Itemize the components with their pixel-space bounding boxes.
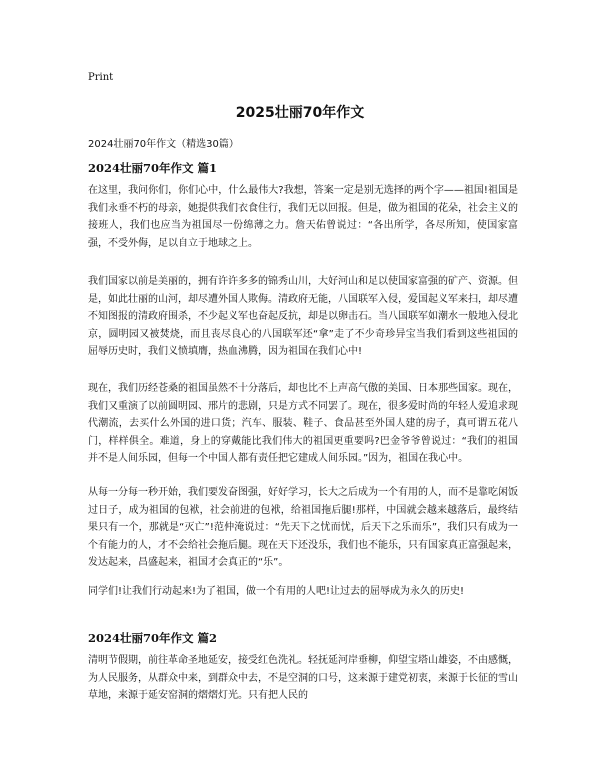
document-title: 2025壮丽70年作文: [235, 105, 365, 121]
paragraph: 清明节假期，前往革命圣地延安，接受红色洗礼。轻抚延河岸垂柳，仰望宝塔山雄姿，不由感慨，为人民服务，从群众中来，到群众中去，不是空洞的口号，这来源于建党初衷，来源于长征的雪山草地，来源于延安窑洞的熠熠灯光。只有把人民的: [88, 655, 518, 701]
print-link[interactable]: Print: [88, 72, 114, 83]
paragraph: 我们国家以前是美丽的，拥有许许多多的锦秀山川，大好河山和足以使国家富强的矿产、资源。但是，如此壮丽的山河，却尽遭外国人欺侮。清政府无能，八国联军入侵，爱国起义军来扫，却尽遭不知图报的清政府围杀，不少起义军也奋起反抗，却是以卵击石。当八国联军如潮水一般地入侵北京，圆明园又被焚烧，而且丧尽良心的八国联军还“拿”走了不少奇珍异宝当我们看到这些祖国的屈辱历史时，我们义愤填膺，热血沸腾，因为祖国在我们心中!: [88, 276, 518, 357]
paragraph: 从每一分每一秒开始，我们要发奋图强，好好学习，长大之后成为一个有用的人，而不是靠吃闲饭过日子，成为祖国的包袱，社会前进的包袱，给祖国拖后腿!那样，中国就会越来越落后，最终结果只有一个，那就是“灭亡”!范仲淹说过：“先天下之忧而忧，后天下之乐而乐”，我们只有成为一个有能力的人，才不会给社会拖后腿。现在天下还没乐，我们也不能乐，只有国家真正富强起来，发达起来，昌盛起来，祖国才会真正的“乐”。: [88, 487, 518, 568]
paragraph: 现在，我们历经苍桑的祖国虽然不十分落后，却也比不上声高气傲的美国、日本那些国家。现在，我们又重演了以前圆明园、邢片的悲剧，只是方式不同罢了。现在，很多爱时尚的年轻人爱追求现代潮流，去买什么外国的进口货；汽车、服装、鞋子、食品甚至外国人建的房子，真可谓五花八门，样样俱全。难道，身上的穿戴能比我们伟大的祖国更重要吗?巴金爷爷曾说过：“我们的祖国并不是人间乐园，但每一个中国人都有责任把它建成人间乐园。”因为，祖国在我心中。: [88, 383, 518, 464]
section-heading-1: 2024壮丽70年作文 篇1: [88, 161, 218, 175]
section-heading-2: 2024壮丽70年作文 篇2: [88, 631, 218, 645]
document-subtitle: 2024壮丽70年作文（精选30篇）: [88, 139, 239, 150]
paragraph: 在这里，我问你们，你们心中，什么最伟大?我想，答案一定是别无选择的两个字——祖国!祖国是我们永垂不朽的母亲，她提供我们衣食住行，我们无以回报。但是，做为祖国的花朵，社会主义的接班人，我们也应当为祖国尽一份绵薄之力。詹天佑曾说过：“各出所学，各尽所知，使国家富强，不受外侮，足以自立于地球之上。: [88, 185, 518, 249]
paragraph: 同学们!让我们行动起来!为了祖国，做一个有用的人吧!让过去的屈辱成为永久的历史!: [88, 586, 465, 597]
